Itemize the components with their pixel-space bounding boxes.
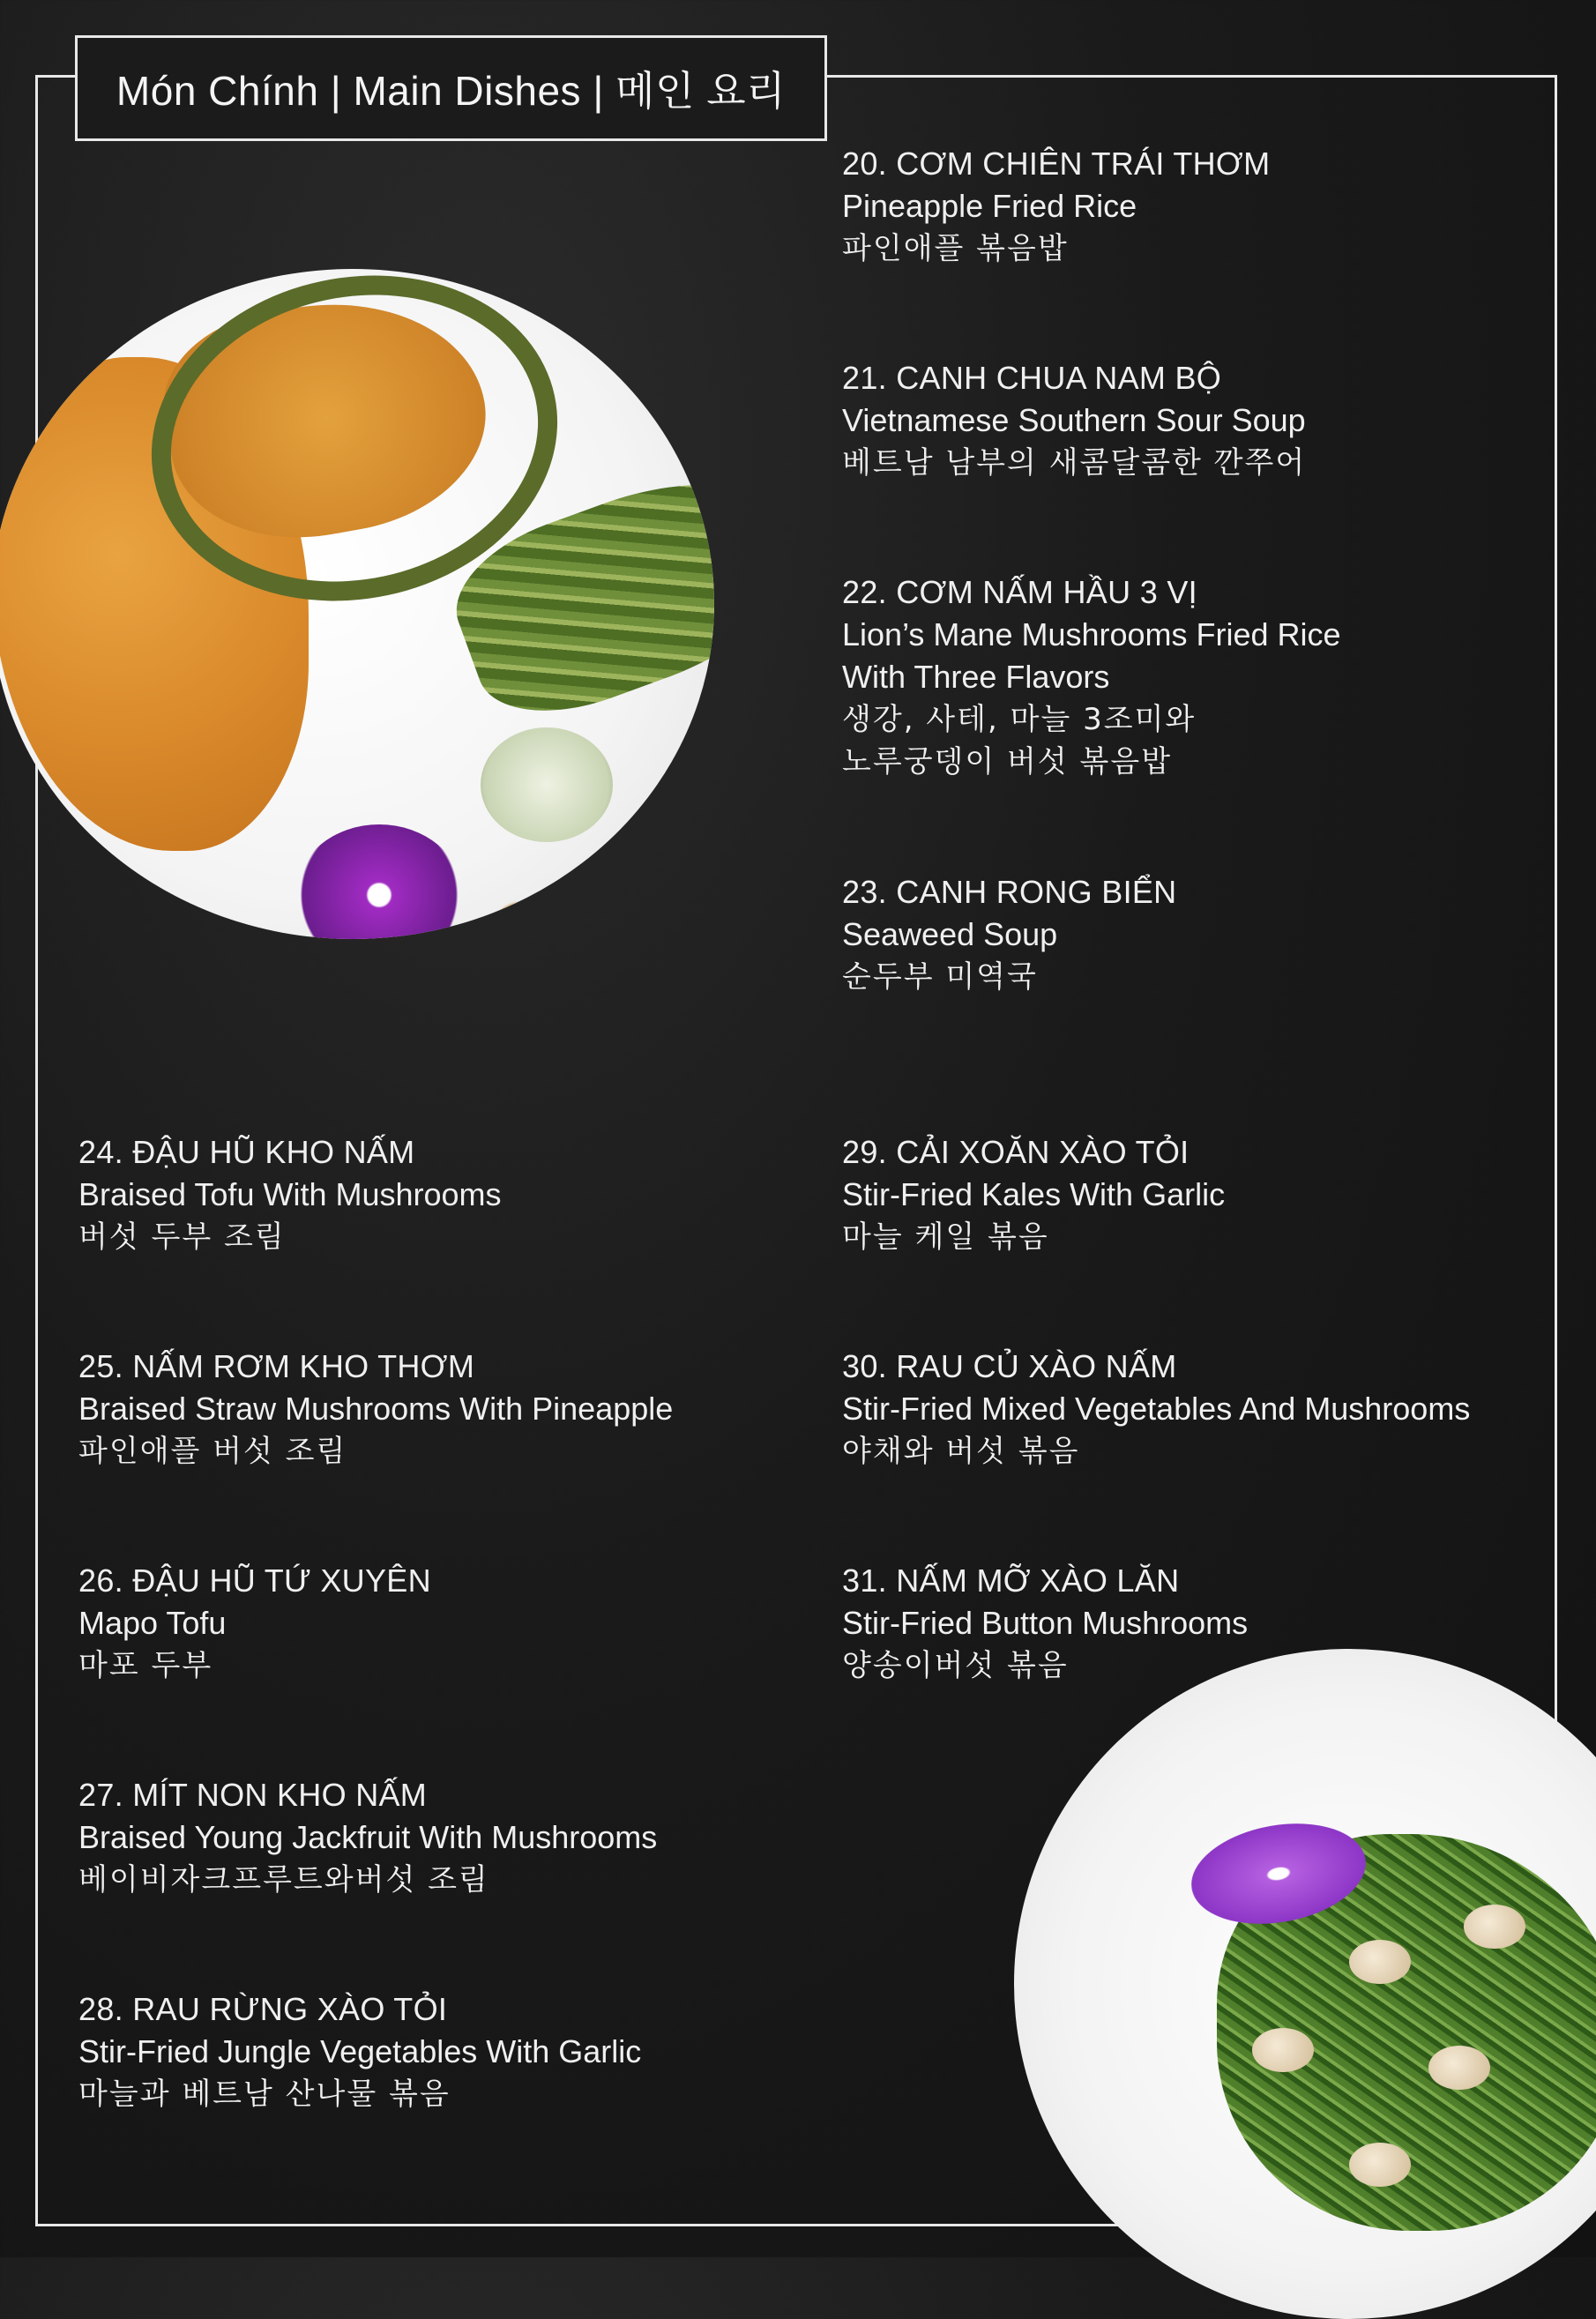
dish-name-english: Stir-Fried Kales With Garlic xyxy=(842,1176,1226,1212)
dish-name-korean: 마포 두부 xyxy=(78,1648,213,1683)
dish-name-english: Stir-Fried Button Mushrooms xyxy=(842,1605,1249,1641)
dish-name-vietnamese: 29. CẢI XOĂN XÀO TỎI xyxy=(842,1134,1190,1170)
dish-name-vietnamese: 21. CANH CHUA NAM BỘ xyxy=(842,360,1222,396)
pineapple-fried-rice-photo xyxy=(0,269,714,939)
dish-name-english: Braised Tofu With Mushrooms xyxy=(78,1176,502,1212)
dish-name-english: Braised Straw Mushrooms With Pineapple xyxy=(78,1391,674,1427)
dish-name-vietnamese: 26. ĐẬU HŨ TỨ XUYÊN xyxy=(78,1562,431,1599)
dish-name-korean: 순두부 미역국 xyxy=(842,959,1038,995)
dish-name-vietnamese: 31. NẤM MỠ XÀO LĂN xyxy=(842,1562,1180,1599)
dish-name-korean: 생강, 사테, 마늘 3조미와 xyxy=(842,702,1197,737)
dish-name-english: Mapo Tofu xyxy=(78,1605,227,1641)
dish-name-english: Braised Young Jackfruit With Mushrooms xyxy=(78,1819,658,1855)
dish-name-korean-line2: 노루궁뎅이 버섯 볶음밥 xyxy=(842,744,1173,779)
dish-item-30 xyxy=(842,1346,1470,1473)
dish-name-vietnamese: 20. CƠM CHIÊN TRÁI THƠM xyxy=(842,145,1271,182)
dish-name-vietnamese: 30. RAU CỦ XÀO NẤM xyxy=(842,1348,1177,1384)
dish-name-english: Stir-Fried Mixed Vegetables And Mushrooms xyxy=(842,1391,1471,1427)
orchid-flower-graphic xyxy=(295,824,463,939)
dish-item-29 xyxy=(842,1131,1225,1258)
dish-name-vietnamese: 24. ĐẬU HŨ KHO NẤM xyxy=(78,1134,415,1170)
dish-item-23 xyxy=(842,871,1176,998)
cabbage-garnish-graphic xyxy=(481,727,613,842)
dish-name-korean: 베트남 남부의 새콤달콤한 깐쭈어 xyxy=(842,445,1307,481)
dish-name-korean: 마늘 케일 볶음 xyxy=(842,1219,1049,1255)
garlic-clove-graphic xyxy=(1464,1905,1525,1949)
dish-name-korean: 파인애플 볶음밥 xyxy=(842,231,1069,266)
dish-item-26 xyxy=(78,1560,431,1687)
dish-item-21 xyxy=(842,357,1306,484)
dish-item-27 xyxy=(78,1774,657,1901)
dish-name-vietnamese: 27. MÍT NON KHO NẤM xyxy=(78,1777,428,1813)
dish-item-28 xyxy=(78,1988,641,2115)
dish-name-vietnamese: 25. NẤM RƠM KHO THƠM xyxy=(78,1348,475,1384)
dish-name-korean: 양송이버섯 볶음 xyxy=(842,1648,1069,1683)
dish-name-korean: 파인애플 버섯 조림 xyxy=(78,1434,347,1469)
dish-name-english-line2: With Three Flavors xyxy=(842,659,1110,695)
dish-item-24 xyxy=(78,1131,502,1258)
dish-name-korean: 마늘과 베트남 산나물 볶음 xyxy=(78,2077,451,2112)
dish-name-korean: 버섯 두부 조림 xyxy=(78,1219,286,1255)
dish-name-vietnamese: 23. CANH RONG BIỂN xyxy=(842,874,1177,910)
dish-name-english: Vietnamese Southern Sour Soup xyxy=(842,402,1306,438)
dish-name-korean: 야채와 버섯 볶음 xyxy=(842,1434,1080,1469)
dish-name-vietnamese: 22. CƠM NẤM HẦU 3 VỊ xyxy=(842,574,1197,610)
dish-name-english: Pineapple Fried Rice xyxy=(842,188,1137,224)
garlic-clove-graphic xyxy=(1428,2046,1490,2090)
dish-name-vietnamese: 28. RAU RỪNG XÀO TỎI xyxy=(78,1991,448,2027)
dish-item-22 xyxy=(842,571,1341,783)
dish-name-english: Lion’s Mane Mushrooms Fried Rice xyxy=(842,616,1341,652)
dish-name-english: Stir-Fried Jungle Vegetables With Garlic xyxy=(78,2033,642,2069)
cashew-nuts-graphic xyxy=(467,877,644,939)
dish-name-english: Seaweed Soup xyxy=(842,916,1058,952)
garlic-clove-graphic xyxy=(1349,2143,1411,2187)
dish-item-31 xyxy=(842,1560,1248,1687)
menu-section-title: Món Chính | Main Dishes | 메인 요리 xyxy=(75,35,827,141)
garlic-clove-graphic xyxy=(1349,1940,1411,1984)
garlic-clove-graphic xyxy=(1252,2028,1314,2072)
dish-item-25 xyxy=(78,1346,673,1473)
dish-name-korean: 베이비자크프루트와버섯 조림 xyxy=(78,1862,489,1898)
dish-item-20 xyxy=(842,143,1270,270)
